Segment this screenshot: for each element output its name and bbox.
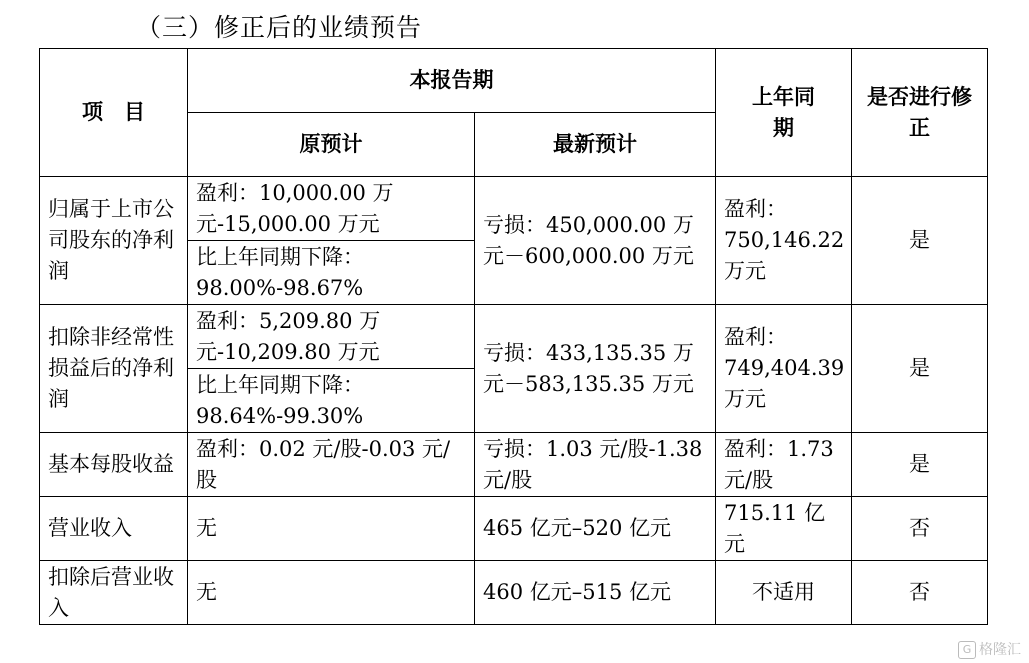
row-revised: 是 <box>852 305 988 433</box>
row-item: 归属于上市公司股东的净利润 <box>40 177 188 305</box>
row-latest: 亏损：1.03 元/股-1.38 元/股 <box>475 433 716 497</box>
row-original: 无 <box>188 497 475 561</box>
table-row <box>40 497 988 561</box>
header-last-year: 上年同期 <box>716 49 852 177</box>
row-item: 营业收入 <box>40 497 188 561</box>
row-latest: 亏损：450,000.00 万元－600,000.00 万元 <box>475 177 716 305</box>
header-latest: 最新预计 <box>475 113 716 177</box>
table-row <box>40 433 988 497</box>
row-last-year: 715.11 亿元 <box>716 497 852 561</box>
forecast-table <box>39 48 988 625</box>
row-revised: 否 <box>852 497 988 561</box>
row-revised: 是 <box>852 177 988 305</box>
row-original-change: 比上年同期下降：98.00%-98.67% <box>188 241 475 305</box>
row-original-profit: 盈利：5,209.80 万元-10,209.80 万元 <box>188 305 475 369</box>
row-original: 盈利：0.02 元/股-0.03 元/股 <box>188 433 475 497</box>
row-original: 无 <box>188 561 475 625</box>
header-revised: 是否进行修正 <box>852 49 988 177</box>
header-current-period: 本报告期 <box>188 49 716 113</box>
row-last-year: 盈利：1.73元/股 <box>716 433 852 497</box>
table-row <box>40 561 988 625</box>
table-row <box>40 305 988 369</box>
row-revised: 是 <box>852 433 988 497</box>
row-item: 扣除后营业收入 <box>40 561 188 625</box>
row-latest: 460 亿元–515 亿元 <box>475 561 716 625</box>
watermark <box>958 639 1021 659</box>
row-original-profit: 盈利：10,000.00 万元-15,000.00 万元 <box>188 177 475 241</box>
table-row <box>40 177 988 241</box>
row-last-year: 盈利：749,404.39万元 <box>716 305 852 433</box>
row-item: 扣除非经常性损益后的净利润 <box>40 305 188 433</box>
row-latest: 亏损：433,135.35 万元－583,135.35 万元 <box>475 305 716 433</box>
row-last-year: 盈利：750,146.22万元 <box>716 177 852 305</box>
header-item: 项 目 <box>40 49 188 177</box>
section-heading: （三）修正后的业绩预告 <box>136 13 423 42</box>
row-latest: 465 亿元–520 亿元 <box>475 497 716 561</box>
watermark-logo-icon: G <box>958 641 976 659</box>
row-item: 基本每股收益 <box>40 433 188 497</box>
row-last-year: 不适用 <box>716 561 852 625</box>
header-original: 原预计 <box>188 113 475 177</box>
header-row-1 <box>40 49 988 113</box>
row-original-change: 比上年同期下降：98.64%-99.30% <box>188 369 475 433</box>
watermark-text: 格隆汇 <box>979 642 1021 658</box>
row-revised: 否 <box>852 561 988 625</box>
